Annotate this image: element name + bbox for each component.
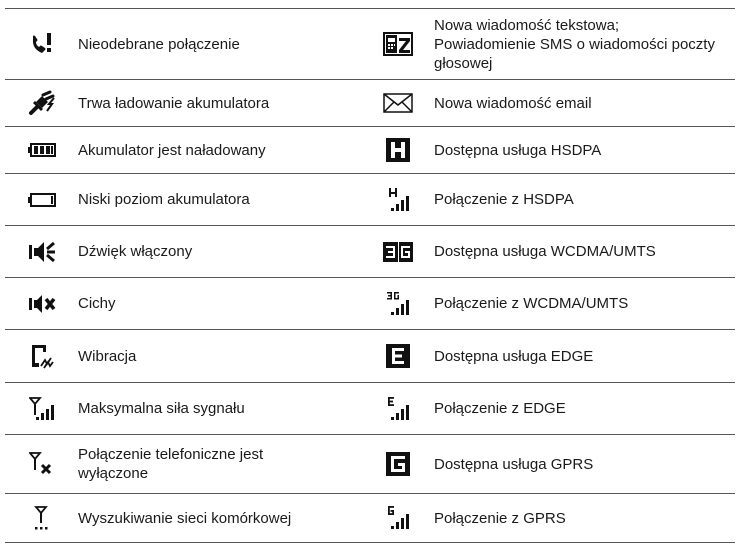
table-row [5, 80, 735, 127]
vibrate-icon [5, 343, 78, 369]
wcdma-available-icon [361, 242, 434, 262]
edge-connected-icon [361, 396, 434, 422]
silent-icon [5, 294, 78, 314]
status-icons-table [5, 8, 735, 543]
table-row [5, 494, 735, 543]
list-item: Cichy [78, 295, 116, 312]
list-item: Wibracja [78, 347, 137, 365]
table-row [5, 226, 735, 278]
list-item: Połączenie z EDGE [434, 400, 566, 417]
battery-low-icon [5, 193, 78, 207]
table-row [5, 383, 735, 435]
list-item: Akumulator jest naładowany [78, 141, 266, 159]
signal-max-icon [5, 396, 78, 422]
table-row [5, 278, 735, 330]
battery-full-icon [5, 143, 78, 157]
table-row [5, 330, 735, 383]
list-item: Wyszukiwanie sieci komórkowej [78, 509, 292, 527]
list-item: Dostępna usługa GPRS [434, 455, 594, 473]
list-item: Nieodebrane połączenie [78, 35, 240, 53]
list-item: Nowa wiadomość tekstowa; Powiadomienie SMS o wiadomości poczty głosowej [434, 16, 715, 72]
searching-network-icon [5, 505, 78, 531]
list-item: Dostępna usługa HSDPA [434, 141, 602, 159]
battery-charging-icon [5, 90, 78, 116]
phone-off-icon [5, 451, 78, 477]
list-item: Niski poziom akumulatora [78, 191, 250, 208]
edge-available-icon [361, 344, 434, 368]
table-row [5, 9, 735, 80]
sms-voicemail-icon [361, 32, 434, 56]
list-item: Połączenie telefoniczne jest wyłączone [78, 446, 264, 482]
list-item: Dostępna usługa EDGE [434, 347, 594, 365]
gprs-connected-icon [361, 505, 434, 531]
wcdma-connected-icon [361, 291, 434, 317]
list-item: Połączenie z WCDMA/UMTS [434, 295, 629, 312]
list-item: Dostępna usługa WCDMA/UMTS [434, 243, 656, 260]
missed-call-icon [5, 31, 78, 57]
gprs-available-icon [361, 452, 434, 476]
email-envelope-icon [361, 93, 434, 113]
list-item: Nowa wiadomość email [434, 94, 592, 112]
list-item: Połączenie z GPRS [434, 509, 566, 527]
table-row [5, 435, 735, 494]
hsdpa-available-icon [361, 138, 434, 162]
table-row [5, 127, 735, 174]
sound-on-icon [5, 240, 78, 264]
list-item: Maksymalna siła sygnału [78, 400, 245, 417]
table-row [5, 174, 735, 226]
list-item: Połączenie z HSDPA [434, 191, 574, 208]
hsdpa-connected-icon [361, 187, 434, 213]
list-item: Dźwięk włączony [78, 243, 193, 260]
list-item: Trwa ładowanie akumulatora [78, 94, 270, 112]
